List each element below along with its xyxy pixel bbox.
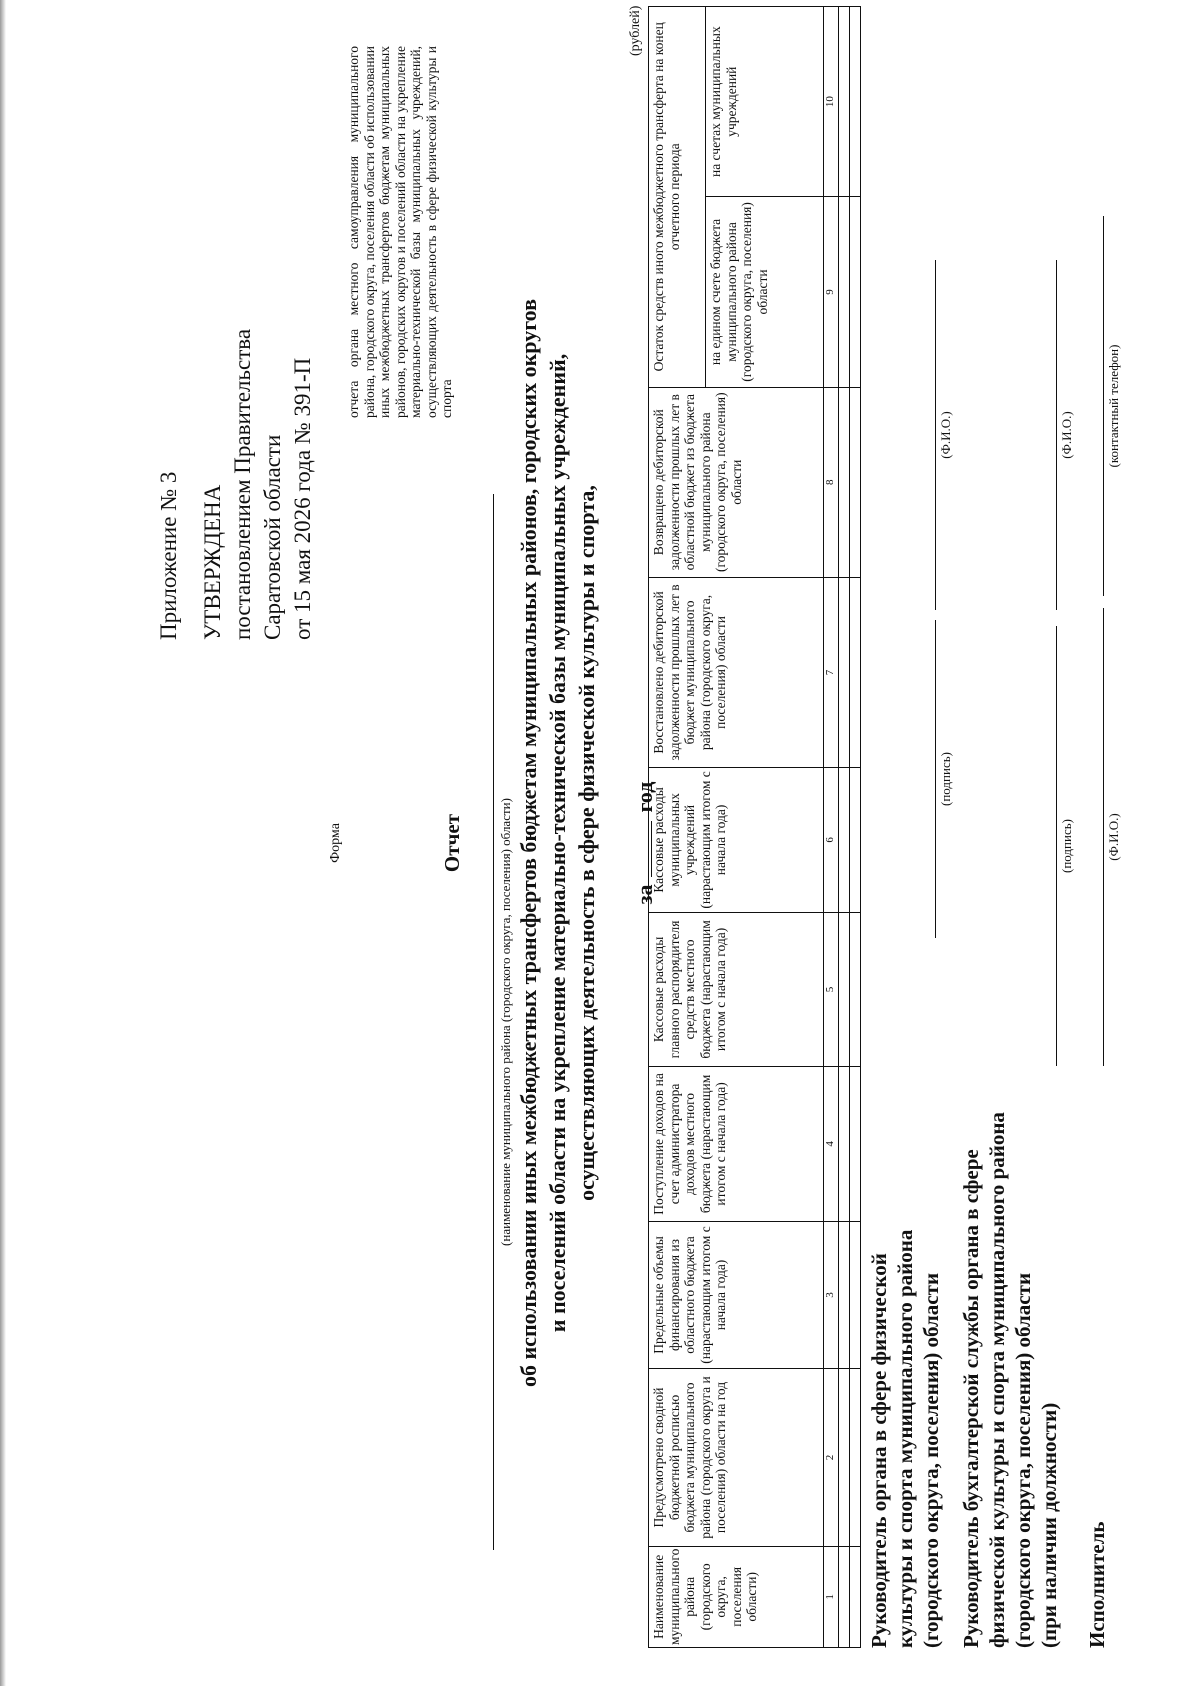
table-row	[850, 7, 861, 1648]
column-number: 2	[824, 1369, 839, 1546]
accountant-signatory	[958, 1112, 1062, 1648]
table-cell[interactable]	[850, 768, 861, 913]
period-prefix: за	[632, 884, 657, 905]
table-row	[839, 7, 850, 1648]
table-cell[interactable]	[839, 387, 850, 577]
accountant-name-caption: (Ф.И.О.)	[1059, 411, 1074, 459]
table-cell[interactable]	[850, 1221, 861, 1369]
accountant-title-line: физической культуры и спорта муниципального района	[985, 1112, 1009, 1648]
column-number: 10	[824, 7, 839, 197]
approved-label: УТВЕРЖДЕНА	[200, 484, 225, 640]
table-header: Наименование муниципального района (городского округа, поселения области)	[649, 1546, 824, 1647]
executor-name-line[interactable]	[1103, 608, 1104, 1066]
appendix-title: Приложение № 3	[156, 471, 181, 640]
table-cell[interactable]	[850, 1369, 861, 1546]
head-signature-caption: (подпись)	[938, 752, 953, 806]
municipality-name-line	[493, 494, 494, 1550]
column-number-row	[824, 7, 839, 1648]
executor-phone-line[interactable]	[1103, 216, 1104, 596]
table-cell[interactable]	[850, 7, 861, 197]
report-title: Отчет	[440, 813, 464, 873]
accountant-title-line: (при наличии должности)	[1037, 1402, 1061, 1648]
approved-line-1: постановлением Правительства	[230, 328, 255, 640]
head-name-caption: (Ф.И.О.)	[938, 411, 953, 459]
table-header: Кассовые расходы муниципальных учреждений (нарастающим итогом с начала года)	[649, 768, 824, 913]
table-header: Предусмотрено сводной бюджетной росписью бюджета муниципального района (городского округа и поселения) области на год	[649, 1369, 824, 1546]
table-subheader: на счетах муниципальных учреждений	[706, 7, 824, 197]
head-title-line: Руководитель органа в сфере физической	[867, 1253, 891, 1648]
table-header: Возвращено дебиторской задолженности прошлых лет в областной бюджет из бюджета муниципального района (городского округа, поселения) области	[649, 387, 824, 577]
column-number: 9	[824, 197, 839, 387]
head-signatory	[866, 1230, 944, 1648]
column-number: 8	[824, 387, 839, 577]
table-cell[interactable]	[839, 197, 850, 387]
table-subheader: на едином счете бюджета муниципального района (городского округа, поселения) области	[706, 197, 824, 387]
head-title-line: культуры и спорта муниципального района	[893, 1229, 917, 1648]
heading-line-3: осуществляющих деятельность в сфере физической культуры и спорта,	[574, 485, 599, 1201]
approval-block	[154, 329, 318, 640]
accountant-signature-caption: (подпись)	[1059, 819, 1074, 873]
table-cell[interactable]	[839, 1067, 850, 1222]
table-cell[interactable]	[850, 1546, 861, 1647]
report-heading	[514, 0, 601, 1686]
head-title-line: (городского округа, поселения) области	[919, 1272, 943, 1648]
heading-line-1: об использовании иных межбюджетных трансфертов бюджетам муниципальных районов, городских округов	[516, 299, 541, 1387]
approved-line-3: от 15 мая 2026 года № 391-П	[290, 357, 315, 640]
approved-line-2: Саратовской области	[260, 434, 285, 640]
table-header: Восстановлено дебиторской задолженности прошлых лет в бюджет муниципального района (городского округа, поселения) области	[649, 577, 824, 767]
column-number: 1	[824, 1546, 839, 1647]
table-cell[interactable]	[850, 912, 861, 1066]
head-signature-line[interactable]	[935, 620, 936, 938]
table-cell[interactable]	[839, 768, 850, 913]
table-cell[interactable]	[839, 577, 850, 767]
accountant-signature-line[interactable]	[1056, 626, 1057, 1066]
executor-name-caption: (Ф.И.О.)	[1106, 813, 1121, 861]
accountant-name-line[interactable]	[1056, 260, 1057, 610]
head-name-line[interactable]	[935, 260, 936, 610]
column-number: 3	[824, 1221, 839, 1369]
accountant-title-line: Руководитель бухгалтерской службы органа в сфере	[959, 1149, 983, 1648]
table-cell[interactable]	[839, 7, 850, 197]
column-number: 7	[824, 577, 839, 767]
table-cell[interactable]	[839, 912, 850, 1066]
table-group-header: Остаток средств иного межбюджетного трансферта на конец отчетного периода	[649, 7, 706, 388]
accountant-title-line: (городского округа, поселения) области	[1011, 1272, 1035, 1648]
table-cell[interactable]	[839, 1221, 850, 1369]
table-cell[interactable]	[839, 1546, 850, 1647]
executor-label: Исполнитель	[1085, 1521, 1109, 1648]
table-header: Кассовые расходы главного распорядителя средств местного бюджета (нарастающим итогом с начала года)	[649, 912, 824, 1066]
report-table	[648, 6, 861, 1648]
table-cell[interactable]	[850, 197, 861, 387]
table-cell[interactable]	[839, 1369, 850, 1546]
column-number: 5	[824, 912, 839, 1066]
column-number: 6	[824, 768, 839, 913]
column-number: 4	[824, 1067, 839, 1222]
form-label: Форма	[328, 823, 343, 863]
table-cell[interactable]	[850, 577, 861, 767]
heading-line-2: и поселений области на укрепление материально-технической базы муниципальных учреждений,	[545, 353, 570, 1333]
table-cell[interactable]	[850, 387, 861, 577]
form-subtitle: отчета органа местного самоуправления муниципального района, городского округа, поселения области об использовании иных межбюджетных трансфертов бюджетам муниципальных районов, городских округов и поселений области на укрепление материально-технической базы муниципальных учреждений, осуществляющих деятельность в сфере физической культуры и спорта	[346, 46, 454, 418]
municipality-caption: (наименование муниципального района (городского округа, поселения) области)	[498, 798, 513, 1246]
units-label: (рублей)	[628, 5, 643, 56]
table-cell[interactable]	[850, 1067, 861, 1222]
period-suffix: год	[632, 781, 657, 813]
table-header: Предельные объемы финансирования из областного бюджета (нарастающим итогом с начала года)	[649, 1221, 824, 1369]
executor-phone-caption: (контактный телефон)	[1106, 344, 1121, 468]
table-header: Поступление доходов на счет администратора доходов местного бюджета (нарастающим итогом с начала года)	[649, 1067, 824, 1222]
